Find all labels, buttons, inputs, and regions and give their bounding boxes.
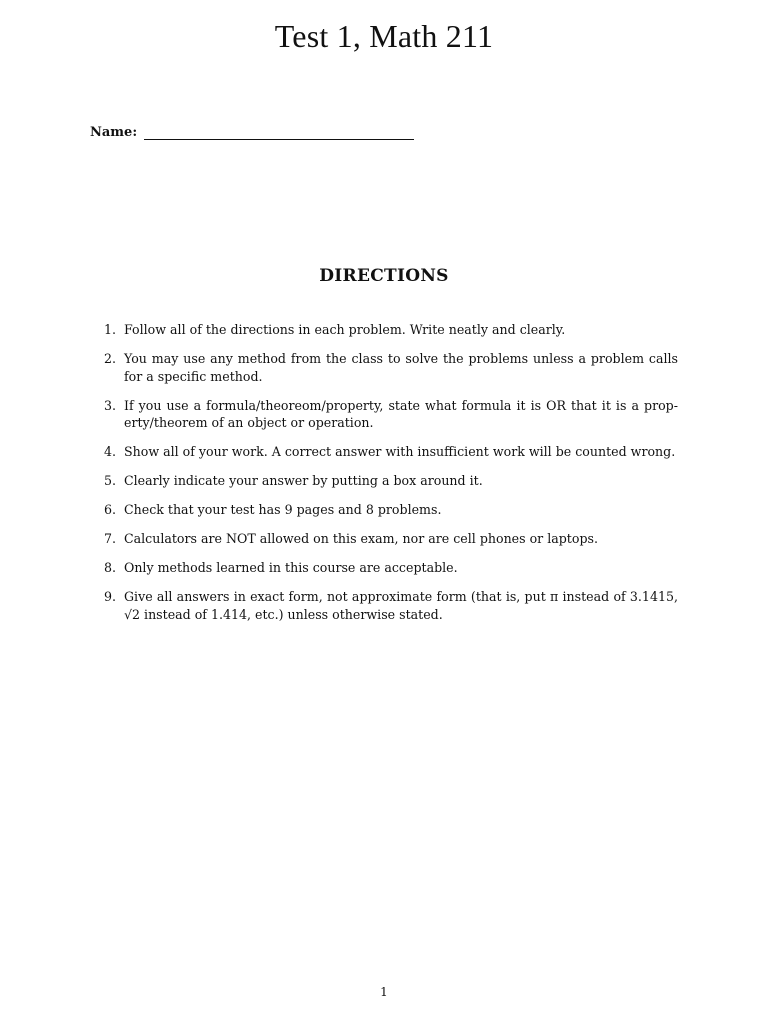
direction-text: Calculators are NOT allowed on this exam, nor are cell phones or laptops. bbox=[124, 531, 598, 546]
direction-item-1 bbox=[104, 321, 678, 339]
direction-text: Clearly indicate your answer by putting a box around it. bbox=[124, 473, 483, 488]
direction-text: If you use a formula/theoreom/property, state what formula it is OR that it is a prop-erty/theorem of an object or operation. bbox=[124, 397, 678, 430]
direction-item-6 bbox=[104, 501, 678, 519]
direction-text: Check that your test has 9 pages and 8 problems. bbox=[124, 502, 442, 517]
direction-number: 4. bbox=[104, 444, 117, 459]
direction-text: Give all answers in exact form, not approximate form (that is, put π instead of 3.1415, √2 instead of 1.414, etc.) unless otherwise stated. bbox=[124, 589, 678, 622]
direction-number: 8. bbox=[104, 560, 117, 575]
direction-item-7 bbox=[104, 530, 678, 548]
direction-text: Follow all of the directions in each problem. Write neatly and clearly. bbox=[124, 322, 566, 337]
direction-item-5 bbox=[104, 472, 678, 490]
direction-text: Show all of your work. A correct answer with insufficient work will be counted wrong. bbox=[124, 444, 676, 459]
name-blank-line bbox=[144, 125, 414, 140]
directions-heading: DIRECTIONS bbox=[319, 266, 449, 286]
direction-number: 6. bbox=[104, 502, 117, 517]
direction-text: Only methods learned in this course are acceptable. bbox=[124, 560, 458, 575]
direction-item-8 bbox=[104, 559, 678, 577]
page-title: Test 1, Math 211 bbox=[274, 18, 494, 54]
name-label: Name: bbox=[90, 125, 138, 140]
direction-number: 7. bbox=[104, 531, 117, 546]
direction-item-4 bbox=[104, 443, 678, 461]
name-row bbox=[90, 125, 414, 140]
direction-number: 2. bbox=[104, 351, 117, 366]
direction-item-3 bbox=[104, 397, 678, 432]
direction-number: 1. bbox=[104, 322, 117, 337]
direction-text: You may use any method from the class to solve the problems unless a problem calls for a specific method. bbox=[124, 351, 678, 384]
direction-number: 5. bbox=[104, 473, 117, 488]
directions-list bbox=[104, 321, 678, 635]
page-number: 1 bbox=[380, 985, 388, 999]
direction-item-2 bbox=[104, 350, 678, 385]
direction-number: 3. bbox=[104, 397, 117, 413]
direction-item-9 bbox=[104, 588, 678, 623]
direction-number: 9. bbox=[104, 589, 117, 604]
